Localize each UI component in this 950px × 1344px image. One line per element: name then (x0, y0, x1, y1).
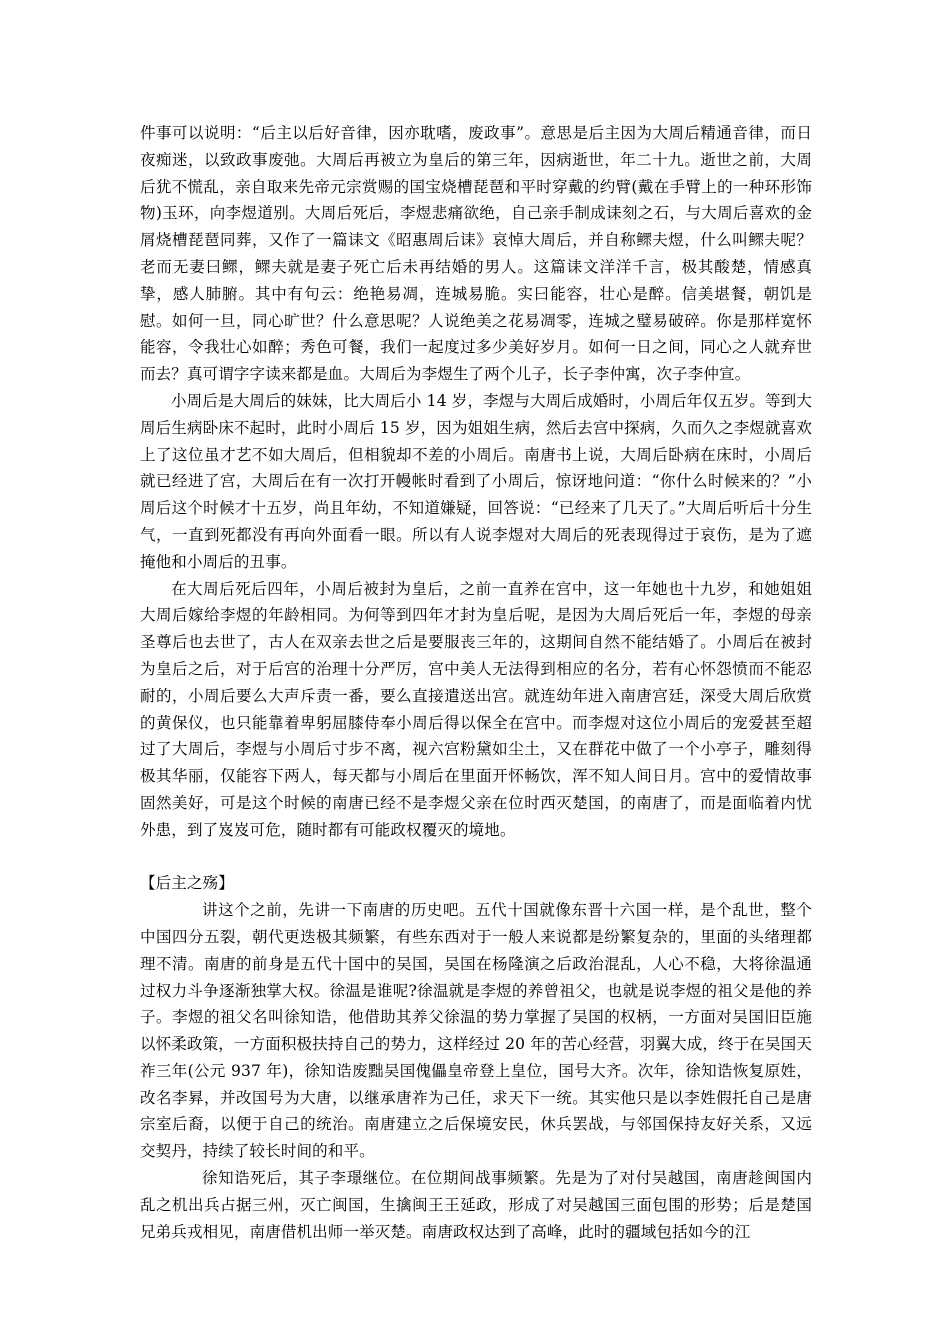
section-heading: 【后主之殇】 (140, 874, 234, 893)
paragraph-4: 讲这个之前，先讲一下南唐的历史吧。五代十国就像东晋十六国一样，是个乱世，整个中国四分五裂，朝代更迭极其频繁，有些东西对于一般人来说都是纷繁复杂的，里面的头绪理都理不清。南唐的前身是五代十国中的吴国，吴国在杨隆演之后政治混乱，人心不稳，大将徐温通过权力斗争逐渐独掌大权。徐温是谁呢?徐温就是李煜的养曾祖父，也就是说李煜的祖父是他的养子。李煜的祖父名叫徐知诰，他借助其养父徐温的势力掌握了吴国的权柄，一方面对吴国旧臣施以怀柔政策，一方面积极扶持自己的势力，这样经过 20 年的苦心经营，羽翼大成，终于在吴国天祚三年(公元 937 年)，徐知诰废黜吴国傀儡皇帝登上皇位，国号大齐。次年，徐知诰恢复原姓，改名李昪，并改国号为大唐，以继承唐祚为己任，求天下一统。其实他只是以李姓假托自己是唐宗室后裔，以便于自己的统治。南唐建立之后保境安民，休兵罢战，与邻国保持友好关系，又远交契丹，持续了较长时间的和平。 (140, 901, 812, 1161)
paragraph-2: 小周后是大周后的妹妹，比大周后小 14 岁，李煜与大周后成婚时，小周后年仅五岁。等到大周后生病卧床不起时，此时小周后 15 岁，因为姐姐生病，然后去宫中探病，久而久之李煜就喜欢上了这位虽才艺不如大周后，但相貌却不差的小周后。南唐书上说，大周后卧病在床时，小周后就已经进了宫，大周后在有一次打开幔帐时看到了小周后，惊讶地问道：“你什么时候来的？”小周后这个时候才十五岁，尚且年幼，不知道嫌疑，回答说：“已经来了几天了。”大周后听后十分生气，一直到死都没有再向外面看一眼。所以有人说李煜对大周后的死表现得过于哀伤，是为了遮掩他和小周后的丑事。 (140, 391, 812, 571)
paragraph-5: 徐知诰死后，其子李璟继位。在位期间战事频繁。先是为了对付吴越国，南唐趁闽国内乱之机出兵占据三州，灭亡闽国，生擒闽王王延政，形成了对吴越国三面包围的形势；后是楚国兄弟兵戎相见，南唐借机出师一举灭楚。南唐政权达到了高峰，此时的疆域包括如今的江 (140, 1169, 812, 1241)
section-spacer (140, 844, 812, 871)
paragraph-1: 件事可以说明：“后主以后好音律，因亦耽嗜，废政事”。意思是后主因为大周后精通音律，而日夜痴迷，以致政事废弛。大周后再被立为皇后的第三年，因病逝世，年二十九。逝世之前，大周后犹不慌乱，亲自取来先帝元宗赏赐的国宝烧槽琵琶和平时穿戴的约臂(戴在手臂上的一种环形饰物)玉环，向李煜道别。大周后死后，李煜悲痛欲绝，自己亲手制成诔刻之石，与大周后喜欢的金屑烧槽琵琶同葬，又作了一篇诔文《昭惠周后诔》哀悼大周后，并自称鳏夫煜，什么叫鳏夫呢？老而无妻曰鳏，鳏夫就是妻子死亡后未再结婚的男人。这篇诔文洋洋千言，极其酸楚，情感真挚，感人肺腑。其中有句云：绝艳易凋，连城易脆。实曰能容，壮心是醉。信美堪餐，朝饥是慰。如何一旦，同心旷世？什么意思呢？人说绝美之花易凋零，连城之璧易破碎。你是那样宽怀能容，令我壮心如醉；秀色可餐，我们一起度过多少美好岁月。如何一日之间，同心之人就弃世而去？真可谓字字读来都是血。大周后为李煜生了两个儿子，长子李仲寓，次子李仲宣。 (140, 124, 812, 384)
document-page (140, 120, 812, 1245)
paragraph-3: 在大周后死后四年，小周后被封为皇后，之前一直养在宫中，这一年她也十九岁，和她姐姐大周后嫁给李煜的年龄相同。为何等到四年才封为皇后呢，是因为大周后死后一年，李煜的母亲圣尊后也去世了，古人在双亲去世之后是要服丧三年的，这期间自然不能结婚了。小周后在被封为皇后之后，对于后宫的治理十分严厉，宫中美人无法得到相应的名分，若有心怀怨愤而不能忍耐的，小周后要么大声斥责一番，要么直接遣送出宫。就连幼年进入南唐宫廷，深受大周后欣赏的黄保仪，也只能靠着卑躬屈膝侍奉小周后得以保全在宫中。而李煜对这位小周后的宠爱甚至超过了大周后，李煜与小周后寸步不离，视六宫粉黛如尘土，又在群花中做了一个小亭子，雕刻得极其华丽，仅能容下两人，每天都与小周后在里面开怀畅饮，浑不知人间日月。宫中的爱情故事固然美好，可是这个时候的南唐已经不是李煜父亲在位时西灭楚国，的南唐了，而是面临着内忧外患，到了岌岌可危，随时都有可能政权覆灭的境地。 (140, 579, 812, 839)
